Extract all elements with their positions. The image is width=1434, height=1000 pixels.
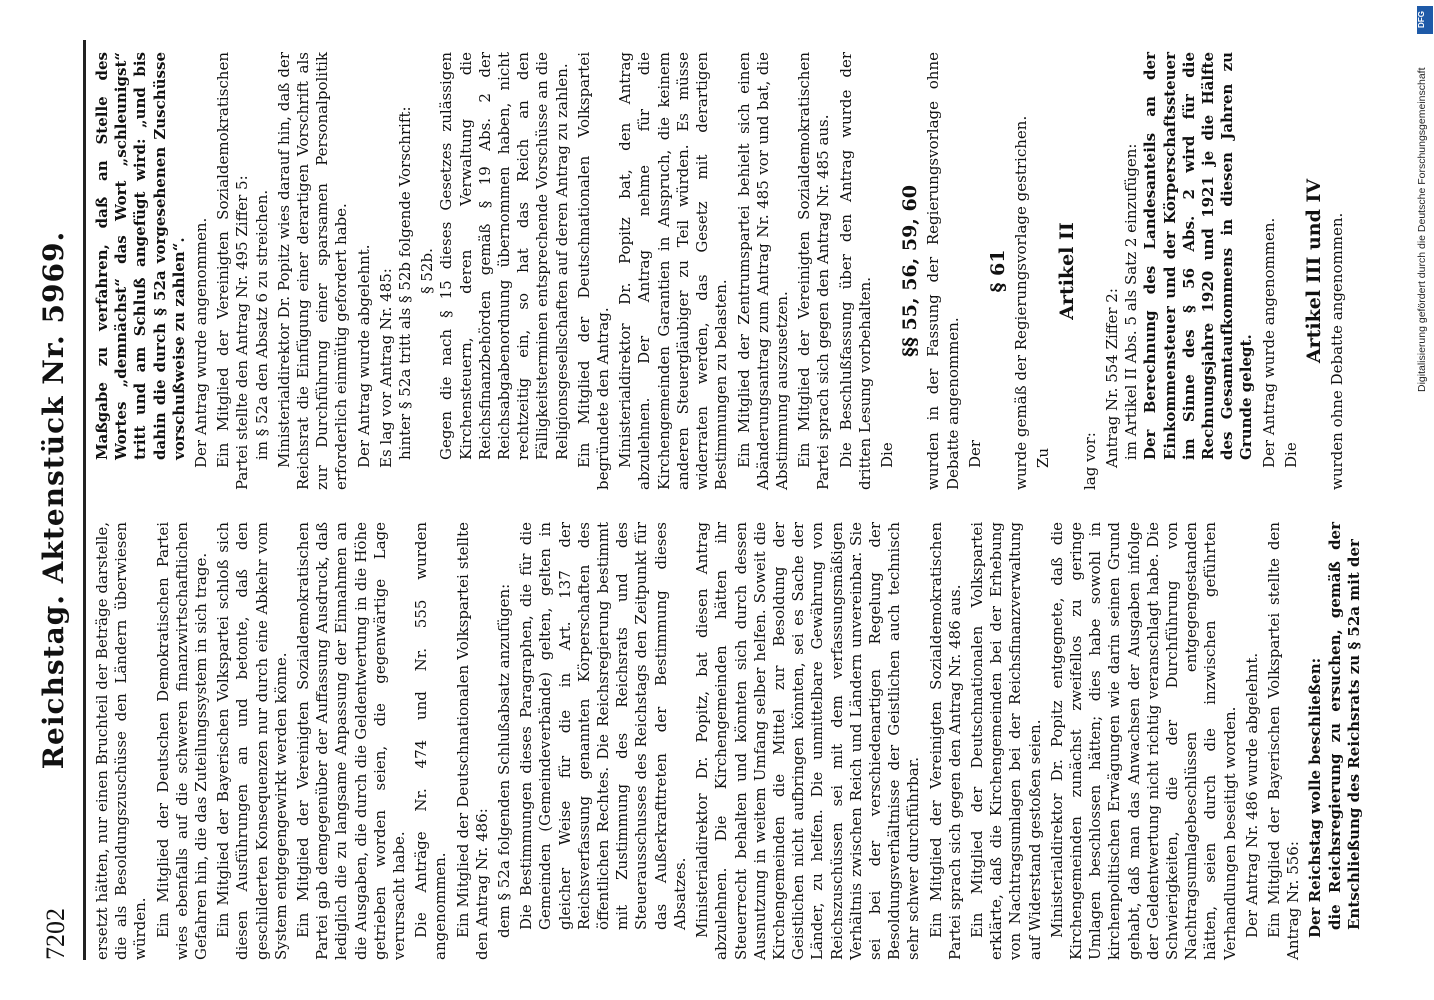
section-heading: §§ 55, 56, 59, 60 — [899, 185, 922, 357]
paragraph: Ein Mitglied der Vereinigten Sozialdemokratischen Partei sprach sich gegen den Antrag Nr. 486 aus. — [926, 522, 964, 960]
paragraph: wurde gemäß der Regierungsvorlage gestrichen. — [1012, 115, 1031, 490]
right-column — [93, 52, 1347, 490]
paragraph: Ein Mitglied der Bayerischen Volkspartei schloß sich diesen Ausführungen an und betonte, daß den geschilderten Konsequenzen nur durch eine Abkehr vom System entgegengewirkt werden könne. — [214, 522, 290, 960]
section-heading: Artikel II — [1055, 222, 1078, 320]
quoted-proposal: Maßgabe zu verfahren, daß an Stelle des Wortes „demnächst“ das Wort „schleunigst“ tritt und am Schluß angefügt wird: „und bis dahin die durch § 52a vorgesehenen Zuschüsse vorschußweise zu zahlen“. — [93, 52, 188, 460]
rotated-document-page — [35, 40, 1375, 960]
paragraph: Ein Mitglied der Deutschnationalen Volkspartei erklärte, daß die Kirchengemeinden bei der Erhebung von Nachtragsumlagen bei der Reichsfinanzverwaltung auf Widerstand gestoßen seien. — [967, 522, 1044, 960]
section-heading: Artikel III und IV — [1302, 178, 1325, 364]
paragraph: Ein Mitglied der Deutschnationalen Volkspartei stellte den Antrag Nr. 486: — [453, 522, 491, 960]
digitization-sidebar — [1412, 0, 1434, 1000]
paragraph: Es lag vor Antrag Nr. 485: — [376, 268, 395, 468]
paragraph: Ein Mitglied der Vereinigten Sozialdemokratischen Partei gab demgegenüber der Auffassung Ausdruck, daß lediglich die zu langsame Anpassung der Einnahmen an die Ausgaben, die durch die Geldentwertung in die Höhe getrieben worden seien, die gegenwärtige Lage verursacht habe. — [294, 522, 409, 960]
paragraph: dem § 52a folgenden Schlußabsatz anzufügen: — [495, 583, 514, 938]
paragraph: Die Anträge Nr. 474 und Nr. 555 wurden angenommen. — [412, 522, 450, 960]
paragraph: Die — [1281, 442, 1300, 468]
paragraph: Der Antrag wurde angenommen. — [192, 217, 211, 468]
page-number: 7202 — [41, 908, 70, 960]
quoted-proposal: die Reichsregierung zu ersuchen, gemäß der Entschließung des Reichsrats zu § 52a mit der — [1325, 522, 1363, 930]
paragraph: Ministerialdirektor Dr. Popitz, bat diesen Antrag abzulehnen. Die Kirchengemeinden hätten ihr Steuerrecht behalten und könnten sich durch dessen Ausnutzung in weitem Umfang selber helfen. Soweit die Kirchengemeinden die Mittel zur Besoldung der Geistlichen nicht aufbringen könnten, sei es Sache der Länder, zu helfen. Die unmittelbare Gewährung von Reichszuschüssen sei mit dem verfassungsmäßigen Verhältnis zwischen Reich und Ländern unvereinbar. Sie sei bei der verschiedenartigen Regelung der Besoldungsverhältnisse der Geistlichen auch technisch sehr schwer durchführbar. — [693, 522, 923, 960]
quoted-proposal: Die Bestimmungen dieses Paragraphen, die für die Gemeinden (Gemeindeverbände) gelten, gelten in gleicher Weise für die in Art. 137 der Reichsverfassung genannten Körperschaften des öffentlichen Rechtes. Die Reichsregierung bestimmt mit Zustimmung des Reichsrats und des Steuerausschusses des Reichstags den Zeitpunkt für das Außerkrafttreten der Bestimmung dieses Absatzes. — [517, 522, 689, 930]
paragraph: Der Antrag Nr. 486 wurde abgelehnt. — [1242, 652, 1261, 938]
quoted-proposal: im Artikel II Abs. 5 als Satz 2 einzufügen: — [1122, 143, 1141, 460]
paragraph: Der Antrag wurde abgelehnt. — [354, 244, 373, 468]
quoted-proposal: Gegen die nach § 15 dieses Gesetzes zulässigen Kirchensteuern, deren Verwaltung die Reichsfinanzbehörden gemäß § 19 Abs. 2 der Reichsabgabenordnung übernommen haben, nicht rechtzeitig ein, so hat das Reich an den Fälligkeitsterminen entsprechende Vorschüsse an die Religionsgesellschaften auf deren Antrag zu zahlen. — [437, 52, 571, 460]
paragraph: Der Reichstag wolle beschließen: — [1306, 657, 1325, 938]
paragraph: Der Antrag wurde angenommen. — [1259, 217, 1278, 468]
paragraph: Ein Mitglied der Deutschnationalen Volkspartei begründete den Antrag. — [574, 52, 613, 490]
paragraph: Zu — [1034, 447, 1053, 468]
section-label: § 52b. — [418, 248, 437, 294]
paragraph: wurden ohne Debatte angenommen. — [1328, 212, 1347, 490]
paragraph: wurden in der Fassung der Regierungsvorlage ohne Debatte angenommen. — [924, 52, 962, 490]
paragraph: Ein Mitglied der Vereinigten Sozialdemokratischen Partei sprach sich gegen den Antrag Nr. 485 aus. — [795, 52, 833, 490]
digitization-credit: Digitalisierung gefördert durch die Deutsche Forschungsgemeinschaft — [1416, 67, 1428, 392]
paragraph: Die Beschlußfassung über den Antrag wurde der dritten Lesung vorbehalten. — [836, 52, 874, 490]
paragraph: Ministerialdirektor Dr. Popitz wies darauf hin, daß der Reichsrat die Einfügung einer derartigen Vorschrift als zur Durchführung einer sparsamen Personalpolitik erforderlich einmütig gefordert habe. — [274, 52, 351, 490]
paragraph: Ministerialdirektor Dr. Popitz bat, den Antrag abzulehnen. Der Antrag nehme für die Kirchengemeinden Garantien in Anspruch, die keinem anderen Steuergläubiger zu Teil würden. Es müsse widerraten werden, das Gesetz mit derartigen Bestimmungen zu belasten. — [616, 52, 731, 490]
header-rule — [83, 40, 86, 960]
quoted-proposal: im § 52a den Absatz 6 zu streichen. — [252, 189, 271, 460]
page-header — [35, 40, 79, 960]
paragraph: Antrag Nr. 554 Ziffer 2: — [1102, 288, 1121, 468]
paragraph: Ein Mitglied der Deutschen Demokratischen Partei wies ebenfalls auf die schweren finanzwirtschaftlichen Gefahren hin, die das Zuteilungssystem in sich trage. — [153, 522, 211, 960]
quoted-proposal: Der Berechnung des Landesanteils an der Einkommensteuer und der Körperschaftssteuer im Sinne des § 56 Abs. 2 wird für die Rechnungsjahre 1920 und 1921 je die Hälfte des Gesamtaufkommens in diesen Jahren zu Grunde gelegt. — [1141, 52, 1256, 460]
paragraph: Ministerialdirektor Dr. Popitz entgegnete, daß die Kirchengemeinden zunächst zweifellos zu geringe Umlagen beschlossen hätten; dies habe sowohl in kirchenpolitischen Erwägungen wie darin seinen Grund gehabt, daß man das Anwachsen der Ausgaben infolge der Geldentwertung nicht richtig veranschlagt habe. Die Schwierigkeiten, die der Durchführung von Nachtragsumlagebeschlüssen entgegengestanden hätten, seien durch die inzwischen geführten Verhandlungen beseitigt worden. — [1047, 522, 1239, 960]
section-heading: § 61 — [986, 249, 1009, 293]
paragraph: lag vor: — [1080, 432, 1099, 490]
paragraph: Die — [877, 442, 896, 468]
paragraph: Ein Mitglied der Bayerischen Volkspartei stellte den Antrag Nr. 556: — [1264, 522, 1303, 960]
paragraph: ersetzt hätten, nur einen Bruchteil der Beträge darstelle, die als Besoldungszuschüsse den Ländern überwiesen würden. — [93, 522, 150, 960]
dfg-logo-text: DFG — [1416, 11, 1426, 28]
paragraph: Ein Mitglied der Vereinigten Sozialdemokratischen Partei stellte den Antrag Nr. 495 Ziffer 5: — [214, 52, 252, 490]
quoted-proposal: hinter § 52a tritt als § 52b folgende Vorschrift: — [396, 106, 415, 460]
paragraph: Ein Mitglied der Zentrumspartei behielt sich einen Abänderungsantrag zum Antrag Nr. 485 vor und bat, die Abstimmung auszusetzen. — [734, 52, 791, 490]
page-title: Reichstag. Aktenstück Nr. 5969. — [37, 230, 70, 770]
left-column — [93, 522, 1364, 960]
paragraph: Der — [965, 439, 984, 468]
